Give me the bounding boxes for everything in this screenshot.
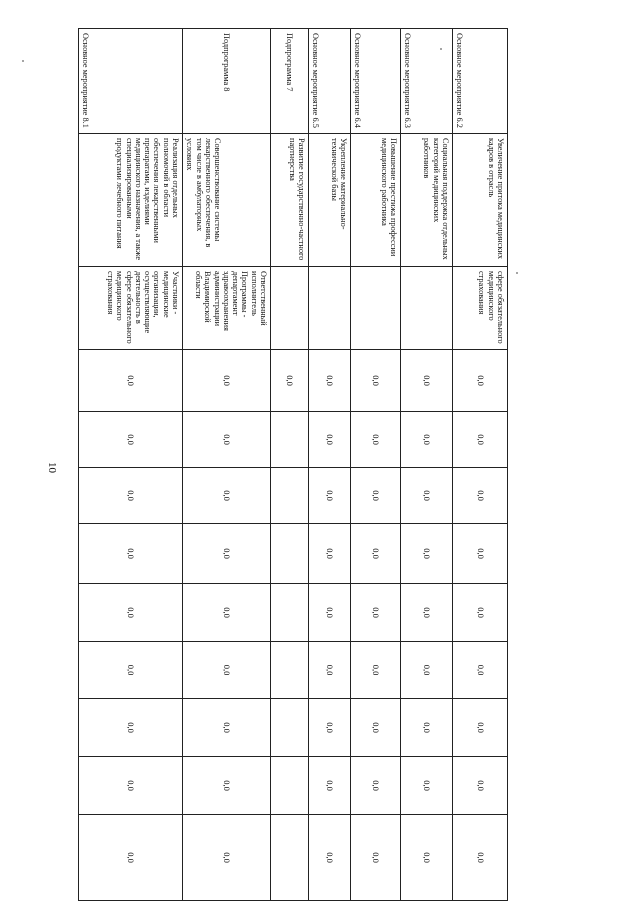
value-cell: 0,0: [453, 815, 508, 901]
table-row: [271, 29, 309, 901]
value-cell: [271, 584, 309, 642]
value-cell: 0,0: [351, 815, 401, 901]
value-cell: 0,0: [351, 757, 401, 815]
measure-name-cell: Социальная поддержка отдельных категорий медицинских работников: [401, 134, 453, 267]
value-cell: 0,0: [401, 757, 453, 815]
value-cell: [271, 757, 309, 815]
value-cell: 0,0: [453, 642, 508, 699]
subprogram-cell: Основное мероприятие 6.3: [401, 29, 453, 134]
executor-cell: [401, 267, 453, 350]
value-cell: 0,0: [453, 412, 508, 468]
value-cell: [271, 524, 309, 584]
value-cell: 0,0: [453, 699, 508, 757]
value-cell: 0,0: [351, 350, 401, 412]
value-cell: 0,0: [183, 412, 271, 468]
subprogram-cell: Основное мероприятие 6.4: [351, 29, 401, 134]
table-row: [79, 29, 183, 901]
value-cell: 0,0: [453, 584, 508, 642]
value-cell: 0,0: [309, 524, 351, 584]
value-cell: 0,0: [79, 815, 183, 901]
executor-cell: Участники - медицинские организации, осуществляющие деятельность в сфере обязательного медицинского страхования: [79, 267, 183, 350]
measure-name-cell: Увеличение притока медицинских кадров в отрасль: [453, 134, 508, 267]
measure-name-cell: Реализация отдельных полномочий в области обеспечения лекарственными препаратами, изделиями медицинского назначения, а также специализированными продуктами лечебного питания: [79, 134, 183, 267]
value-cell: 0,0: [351, 699, 401, 757]
value-cell: 0,0: [351, 468, 401, 524]
executor-cell: [351, 267, 401, 350]
value-cell: 0,0: [401, 524, 453, 584]
value-cell: 0,0: [453, 468, 508, 524]
value-cell: [271, 642, 309, 699]
scan-speck: [22, 60, 24, 62]
value-cell: 0,0: [79, 350, 183, 412]
value-cell: 0,0: [401, 584, 453, 642]
value-cell: 0,0: [309, 468, 351, 524]
value-cell: 0,0: [79, 699, 183, 757]
scan-speck: [516, 272, 518, 274]
executor-cell: Ответственный исполнитель Программы - департамент здравоохранения администрации Владимирской области: [183, 267, 271, 350]
value-cell: 0,0: [309, 584, 351, 642]
value-cell: 0,0: [401, 815, 453, 901]
value-cell: 0,0: [271, 350, 309, 412]
table-row: [183, 29, 271, 901]
value-cell: 0,0: [183, 757, 271, 815]
value-cell: 0,0: [183, 584, 271, 642]
value-cell: 0,0: [401, 350, 453, 412]
subprogram-cell: Подпрограмма 8: [183, 29, 271, 134]
value-cell: 0,0: [309, 412, 351, 468]
value-cell: 0,0: [183, 642, 271, 699]
subprogram-cell: Основное мероприятие 6.2: [453, 29, 508, 134]
value-cell: [271, 815, 309, 901]
value-cell: 0,0: [79, 524, 183, 584]
value-cell: 0,0: [351, 412, 401, 468]
value-cell: 0,0: [79, 412, 183, 468]
executor-cell: [271, 267, 309, 350]
measure-name-cell: Совершенствование системы лекарственного обеспечения, в том числе в амбулаторных условиях: [183, 134, 271, 267]
value-cell: 0,0: [453, 350, 508, 412]
value-cell: 0,0: [183, 350, 271, 412]
value-cell: [271, 412, 309, 468]
value-cell: 0,0: [79, 642, 183, 699]
page-number: 10: [46, 462, 58, 473]
value-cell: [271, 699, 309, 757]
table-row: [309, 29, 351, 901]
value-cell: 0,0: [79, 757, 183, 815]
value-cell: 0,0: [309, 815, 351, 901]
subprogram-cell: Подпрограмма 7: [271, 29, 309, 134]
subprogram-cell: Основное мероприятие 8.1: [79, 29, 183, 134]
value-cell: 0,0: [351, 524, 401, 584]
value-cell: 0,0: [309, 757, 351, 815]
value-cell: 0,0: [79, 584, 183, 642]
subprogram-cell: Основное мероприятие 6.5: [309, 29, 351, 134]
executor-cell: сфере обязательного медицинского страхования: [453, 267, 508, 350]
value-cell: 0,0: [183, 699, 271, 757]
value-cell: 0,0: [309, 699, 351, 757]
executor-cell: [309, 267, 351, 350]
table-row: [401, 29, 453, 901]
value-cell: 0,0: [309, 350, 351, 412]
table-row: [351, 29, 401, 901]
rotated-table-container: [79, 28, 508, 900]
value-cell: 0,0: [183, 468, 271, 524]
value-cell: 0,0: [453, 524, 508, 584]
financing-table: [78, 28, 508, 901]
measure-name-cell: Укрепление материально-технической базы: [309, 134, 351, 267]
value-cell: 0,0: [183, 524, 271, 584]
value-cell: 0,0: [401, 468, 453, 524]
value-cell: [271, 468, 309, 524]
value-cell: 0,0: [79, 468, 183, 524]
value-cell: 0,0: [453, 757, 508, 815]
value-cell: 0,0: [401, 699, 453, 757]
value-cell: 0,0: [183, 815, 271, 901]
table-row: [453, 29, 508, 901]
value-cell: 0,0: [351, 584, 401, 642]
value-cell: 0,0: [401, 642, 453, 699]
value-cell: 0,0: [351, 642, 401, 699]
value-cell: 0,0: [309, 642, 351, 699]
measure-name-cell: Развитие государственно-частного партнерства: [271, 134, 309, 267]
measure-name-cell: Повышение престижа профессии медицинского работника: [351, 134, 401, 267]
value-cell: 0,0: [401, 412, 453, 468]
